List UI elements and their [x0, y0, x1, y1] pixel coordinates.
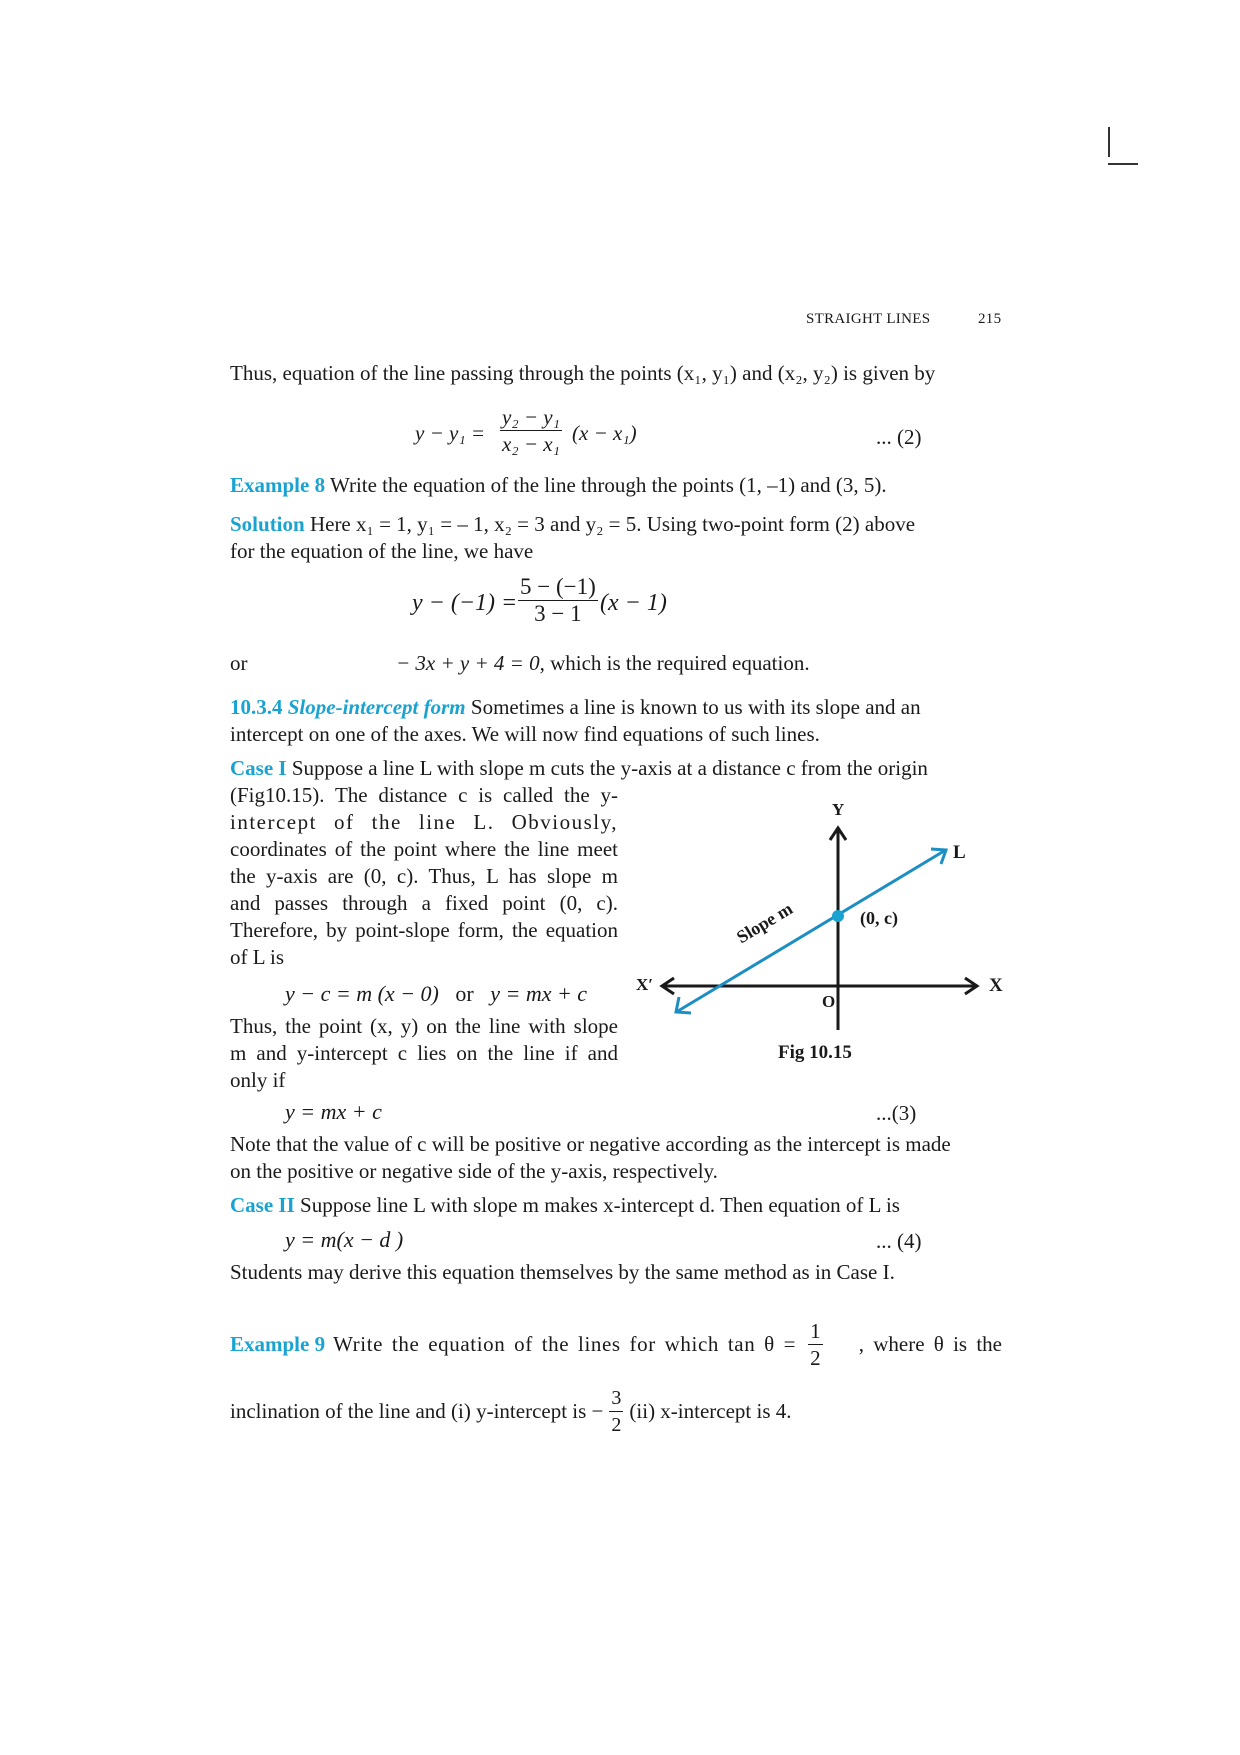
slope-label: Slope m [733, 898, 797, 948]
example9-line2-before: inclination of the line and (i) y-intercept is − [230, 1399, 604, 1423]
point-label: (0, c) [860, 908, 898, 928]
note-line1: Note that the value of c will be positive or negative according as the intercept is made [230, 1132, 951, 1156]
ex8-eq-numerator: 5 − (−1) [520, 574, 596, 599]
example8-statement [230, 472, 887, 499]
tan-denominator: 2 [810, 1346, 821, 1370]
line-l-label: L [953, 842, 966, 863]
solution-text: Here x₁ = 1, y₁ = – 1, x₂ = 3 and y₂ = 5. Using two-point form (2) above [309, 512, 916, 536]
origin-label: O [822, 992, 836, 1011]
example8-label: Example 8 [230, 473, 326, 497]
section-number: 10.3.4 [230, 695, 283, 719]
eq2-denominator: x₂ − x₁ [502, 432, 560, 456]
running-head: STRAIGHT LINES [806, 311, 931, 327]
x-prime-label: X′ [636, 975, 654, 994]
case1-para-line: the y-axis are (0, c). Thus, L has slope m [230, 864, 618, 888]
crop-mark-horizontal [1108, 163, 1138, 165]
case1-after-line: m and y-intercept c lies on the line if and [230, 1041, 618, 1065]
figure-caption: Fig 10.15 [778, 1042, 852, 1063]
case1-equation-line [285, 980, 587, 1007]
y-intercept-fraction [609, 1385, 623, 1438]
case1-after-line: only if [230, 1068, 286, 1092]
case1-label: Case I [230, 756, 287, 780]
example9-line2 [230, 1385, 792, 1438]
example9-line1 [230, 1318, 1002, 1371]
x-axis-label: X [989, 975, 1003, 996]
ex8-eq-lhs: y − (−1) = [412, 590, 518, 616]
case1-para-line: Therefore, by point-slope form, the equation [230, 918, 618, 942]
case1-para-line: of L is [230, 945, 285, 969]
solution-line1 [230, 511, 915, 538]
line-l [676, 849, 946, 1013]
y-intercept-denominator: 2 [611, 1414, 622, 1436]
tan-fraction [808, 1318, 823, 1371]
tan-numerator: 1 [810, 1319, 821, 1343]
eq4-tag: ... (4) [876, 1229, 922, 1253]
solution-line2: for the equation of the line, we have [230, 539, 534, 563]
example9-line2-after: (ii) x-intercept is 4. [629, 1399, 792, 1423]
ex8-eq-denominator: 3 − 1 [534, 601, 582, 626]
example8-text: Write the equation of the line through the points (1, –1) and (3, 5). [329, 473, 887, 497]
example9-text-after: , where θ is the [858, 1332, 1002, 1356]
ex8-result-text: , which is the required equation. [539, 651, 810, 675]
ex8-eq-fraction [518, 574, 598, 627]
case1-line1 [230, 755, 928, 782]
section-line2: intercept on one of the axes. We will now find equations of such lines. [230, 722, 820, 746]
ex8-result-eq: − 3x + y + 4 = 0 [396, 651, 540, 675]
y-axis-label: Y [832, 800, 845, 819]
section-line1: Sometimes a line is known to us with its slope and an [470, 695, 921, 719]
eq2-lhs: y − y₁ = [415, 421, 486, 445]
y-intercept-numerator: 3 [609, 1385, 623, 1412]
intro-line: Thus, equation of the line passing through the points (x₁, y₁) and (x₂, y₂) is given by [230, 361, 936, 385]
eq3-tag: ...(3) [876, 1101, 917, 1125]
slope-intercept-eq: y = mx + c [490, 981, 588, 1006]
example9-label: Example 9 [230, 1332, 326, 1356]
example9-text: Write the equation of the lines for which tan θ = [333, 1332, 797, 1356]
case1-para-line: and passes through a fixed point (0, c). [230, 891, 618, 915]
y-intercept-point [832, 910, 844, 922]
eq2-numerator: y₂ − y₁ [502, 405, 560, 429]
case2-text: Suppose line L with slope m makes x-intercept d. Then equation of L is [300, 1193, 900, 1217]
section-heading-line [230, 694, 921, 721]
eq-or: or [455, 981, 474, 1006]
eq2-fraction [500, 404, 562, 457]
or-label: or [230, 651, 248, 675]
crop-mark-vertical [1108, 127, 1110, 157]
note-line2: on the positive or negative side of the y-axis, respectively. [230, 1159, 718, 1183]
eq2-rhs: (x − x₁) [572, 421, 637, 445]
figure-10-15 [620, 795, 1010, 1045]
case1-after-line: Thus, the point (x, y) on the line with slope [230, 1014, 618, 1038]
case1-text: Suppose a line L with slope m cuts the y-axis at a distance c from the origin [291, 756, 928, 780]
case2-label: Case II [230, 1193, 295, 1217]
eq4: y = m(x − d ) [285, 1227, 404, 1252]
case2-line [230, 1192, 900, 1219]
ex8-result [396, 650, 810, 677]
ex8-eq-rhs: (x − 1) [600, 590, 667, 616]
page-number: 215 [978, 311, 1002, 327]
point-slope-eq: y − c = m (x − 0) [285, 981, 439, 1006]
section-title: Slope-intercept form [287, 695, 466, 719]
solution-label: Solution [230, 512, 305, 536]
case1-para-line: intercept of the line L. Obviously, [230, 810, 618, 834]
eq3: y = mx + c [285, 1099, 382, 1124]
students-line: Students may derive this equation themselves by the same method as in Case I. [230, 1260, 895, 1284]
case1-para-line: (Fig10.15). The distance c is called the y- [230, 783, 618, 807]
case1-para-line: coordinates of the point where the line meet [230, 837, 618, 861]
eq2-tag: ... (2) [876, 425, 922, 449]
